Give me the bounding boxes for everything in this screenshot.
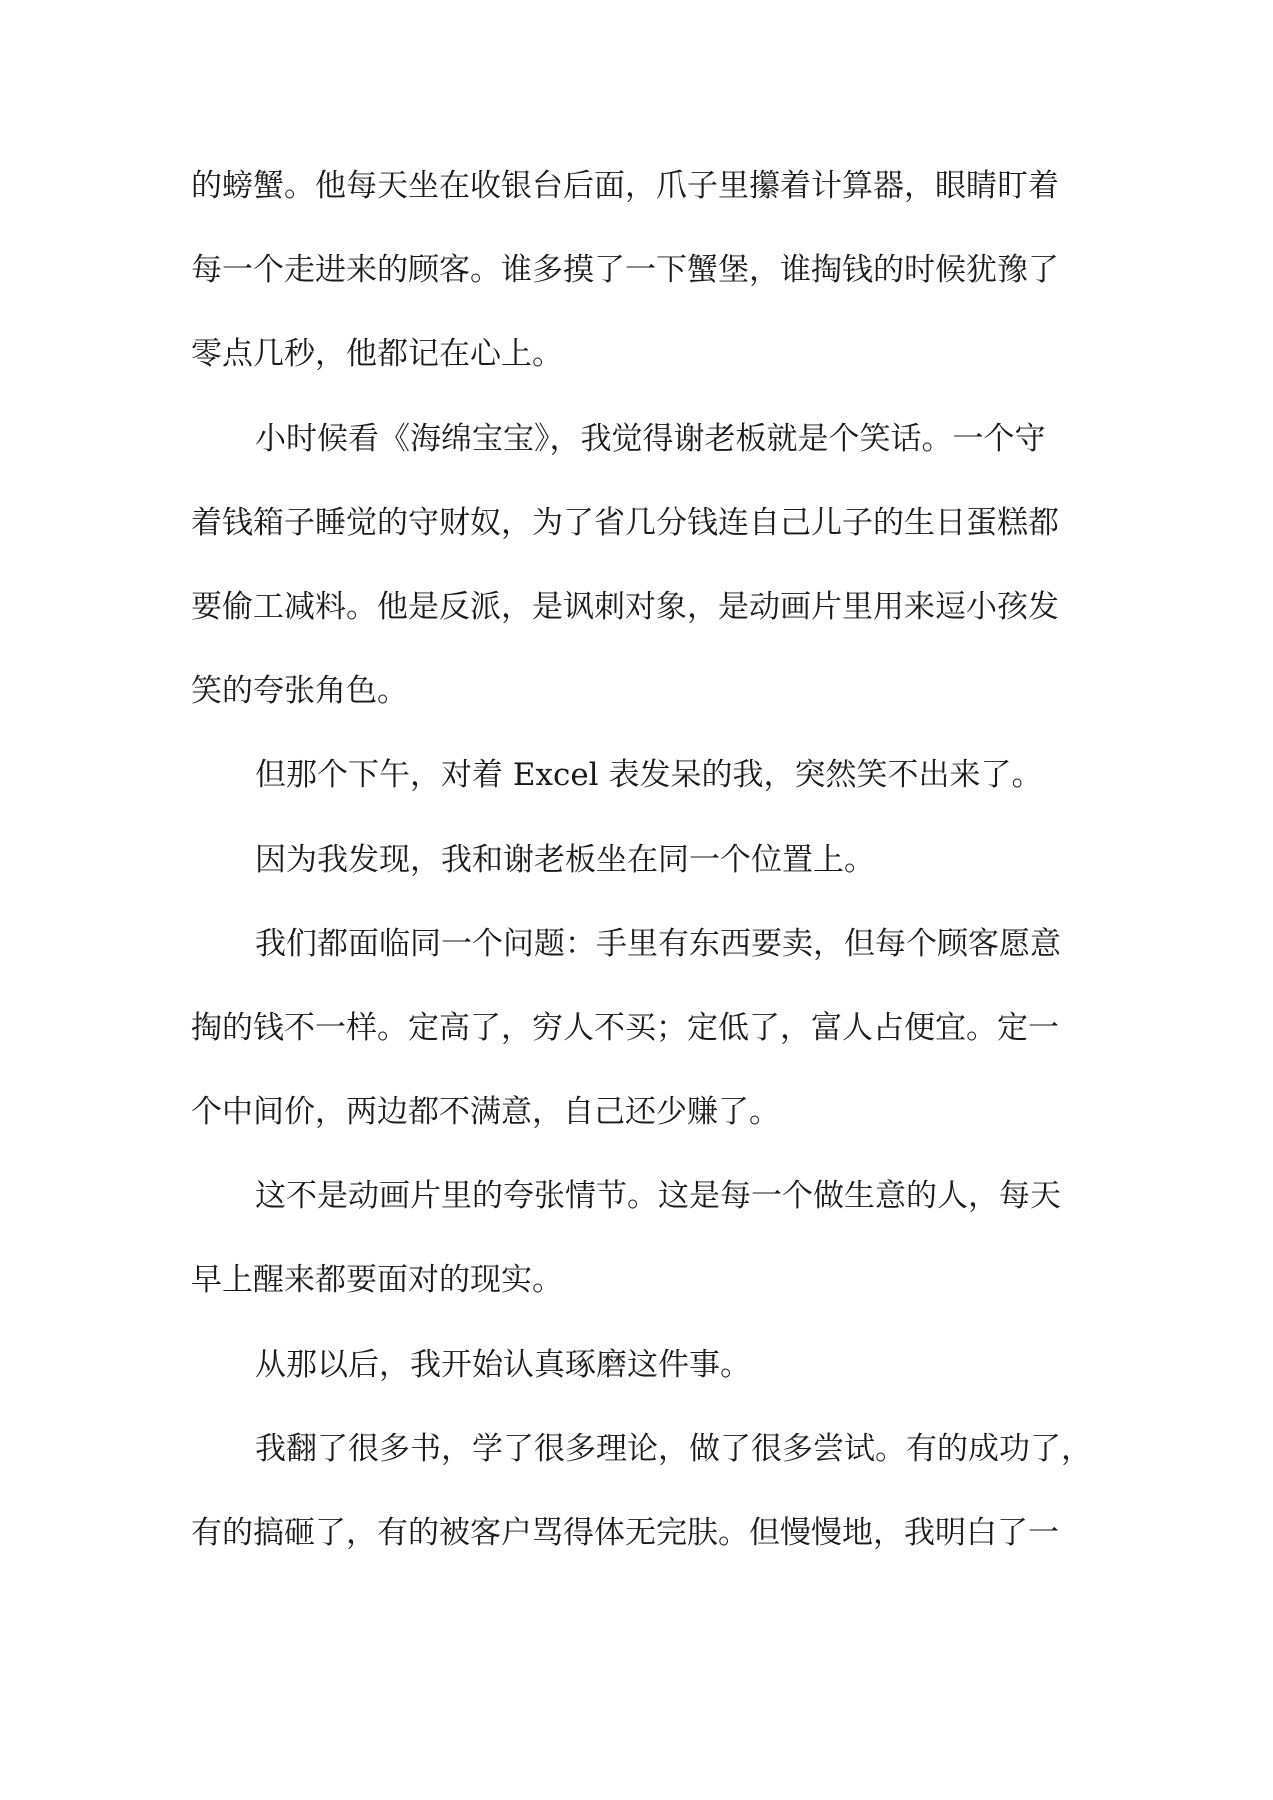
text-line: 着钱箱子睡觉的守财奴，为了省几分钱连自己儿子的生日蛋糕都 <box>191 504 1059 541</box>
text-line: 有的搞砸了，有的被客户骂得体无完肤。但慢慢地，我明白了一 <box>191 1515 1059 1551</box>
text-line: 这不是动画片里的夸张情节。这是每一个做生意的人，每天 <box>255 1178 1061 1215</box>
text-line: 从那以后，我开始认真琢磨这件事。 <box>255 1346 751 1383</box>
text-line: 每一个走进来的顾客。谁多摸了一下蟹堡，谁掏钱的时候犹豫了 <box>191 252 1059 289</box>
text-line: 我们都面临同一个问题：手里有东西要卖，但每个顾客愿意 <box>255 925 1061 962</box>
text-line: 我翻了很多书，学了很多理论，做了很多尝试。有的成功了， <box>255 1430 1092 1467</box>
text-line: 小时候看《海绵宝宝》，我觉得谢老板就是个笑话。一个守 <box>255 420 1046 457</box>
text-line: 零点几秒，他都记在心上。 <box>191 336 563 373</box>
text-line: 但那个下午，对着 Excel 表发呆的我，突然笑不出来了。 <box>255 757 1043 794</box>
text-line: 的螃蟹。他每天坐在收银台后面，爪子里攥着计算器，眼睛盯着 <box>191 168 1059 204</box>
text-line: 因为我发现，我和谢老板坐在同一个位置上。 <box>255 841 875 878</box>
text-line: 早上醒来都要面对的现实。 <box>191 1262 563 1299</box>
text-line: 要偷工减料。他是反派，是讽刺对象，是动画片里用来逗小孩发 <box>191 588 1059 625</box>
text-line: 笑的夸张角色。 <box>191 673 408 710</box>
text-line: 个中间价，两边都不满意，自己还少赚了。 <box>191 1094 780 1131</box>
body-text <box>191 166 1092 1597</box>
text-line: 掏的钱不一样。定高了，穷人不买；定低了，富人占便宜。定一 <box>191 1009 1059 1046</box>
